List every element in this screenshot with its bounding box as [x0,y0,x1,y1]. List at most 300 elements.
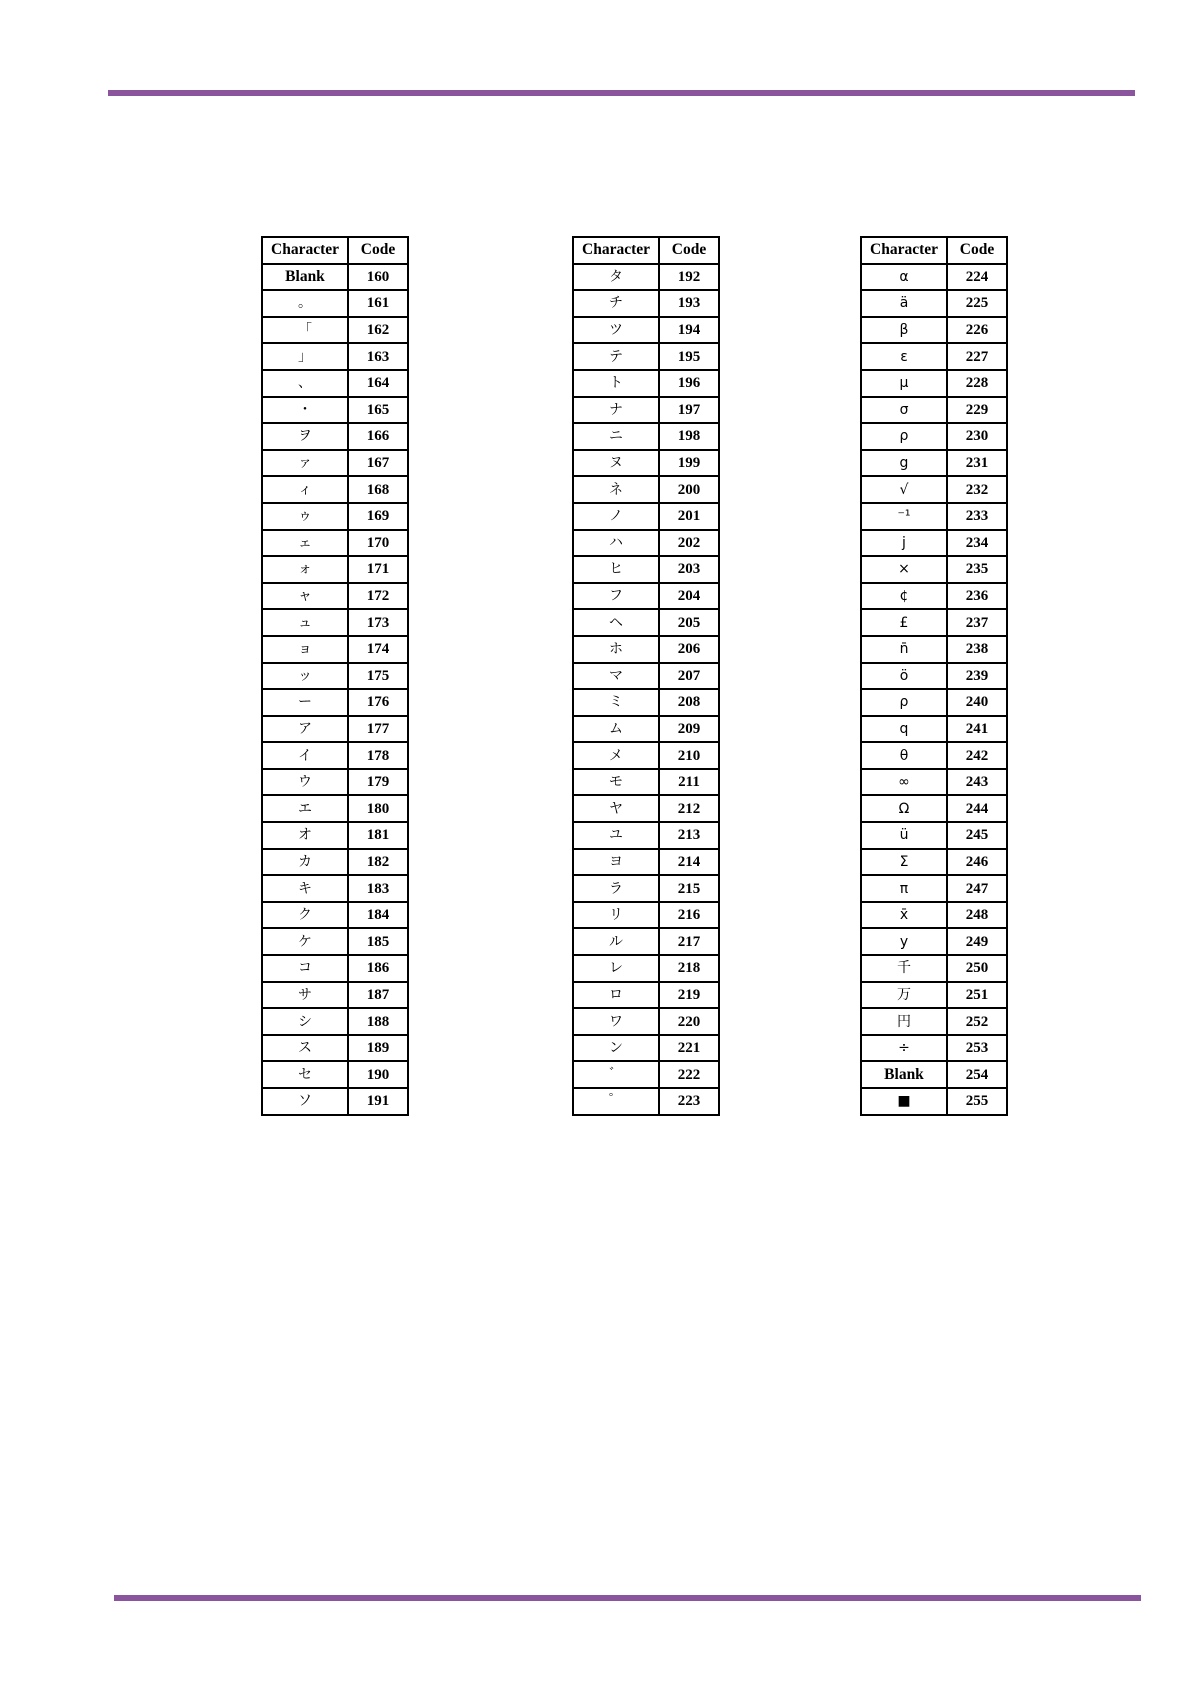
code-cell: 254 [947,1061,1007,1088]
table-row [262,742,408,769]
character-cell: ン [573,1035,659,1062]
code-cell: 234 [947,530,1007,557]
character-cell: タ [573,264,659,291]
table-row [262,1088,408,1115]
table-row [861,370,1007,397]
table-row [262,982,408,1009]
character-cell: ヒ [573,556,659,583]
table-row [861,343,1007,370]
character-cell: カ [262,849,348,876]
character-cell: ウ [262,769,348,796]
code-cell: 236 [947,583,1007,610]
character-cell: ヌ [573,450,659,477]
table-row [573,1008,719,1035]
character-cell: ニ [573,423,659,450]
table-row [861,795,1007,822]
code-column-header: Code [947,237,1007,264]
code-cell: 168 [348,476,408,503]
code-cell: 182 [348,849,408,876]
code-cell: 187 [348,982,408,1009]
code-cell: 247 [947,875,1007,902]
character-column-header: Character [861,237,947,264]
table-row [262,902,408,929]
character-column-header: Character [262,237,348,264]
character-cell: ァ [262,450,348,477]
character-cell: g [861,450,947,477]
code-cell: 207 [659,663,719,690]
code-cell: 222 [659,1061,719,1088]
code-cell: 161 [348,290,408,317]
table-row [573,1088,719,1115]
character-cell: ■ [861,1088,947,1115]
character-cell: π [861,875,947,902]
character-cell: ゛ [573,1061,659,1088]
character-cell: モ [573,769,659,796]
character-cell: ロ [573,982,659,1009]
code-cell: 173 [348,609,408,636]
code-cell: 165 [348,397,408,424]
code-cell: 191 [348,1088,408,1115]
code-cell: 199 [659,450,719,477]
code-column-header: Code [659,237,719,264]
table-row [861,503,1007,530]
character-cell: ワ [573,1008,659,1035]
table-row [262,689,408,716]
code-cell: 229 [947,397,1007,424]
character-cell: ヘ [573,609,659,636]
table-row [262,556,408,583]
table-row [573,982,719,1009]
code-cell: 232 [947,476,1007,503]
table-row [262,663,408,690]
table-row [573,1061,719,1088]
table-row [262,583,408,610]
table-row [573,530,719,557]
table-row [573,450,719,477]
code-cell: 203 [659,556,719,583]
table-row [861,769,1007,796]
code-cell: 190 [348,1061,408,1088]
character-cell: ä [861,290,947,317]
code-cell: 221 [659,1035,719,1062]
character-cell: リ [573,902,659,929]
table-row [262,530,408,557]
table-row [861,290,1007,317]
character-cell: ö [861,663,947,690]
code-cell: 170 [348,530,408,557]
code-cell: 225 [947,290,1007,317]
code-cell: 179 [348,769,408,796]
character-column-header: Character [573,237,659,264]
character-cell: ヨ [573,849,659,876]
code-cell: 227 [947,343,1007,370]
character-cell: ρ [861,423,947,450]
code-cell: 188 [348,1008,408,1035]
code-cell: 175 [348,663,408,690]
table-row [573,343,719,370]
table-row [861,1008,1007,1035]
character-cell: ォ [262,556,348,583]
table-row [861,689,1007,716]
table-header-row [262,237,408,264]
character-cell: ハ [573,530,659,557]
table-row [262,875,408,902]
code-cell: 251 [947,982,1007,1009]
table-row [573,317,719,344]
code-cell: 208 [659,689,719,716]
code-cell: 164 [348,370,408,397]
code-cell: 206 [659,636,719,663]
character-cell: ε [861,343,947,370]
character-cell: ー [262,689,348,716]
code-cell: 171 [348,556,408,583]
character-code-table-3 [860,236,1008,1116]
table-row [861,609,1007,636]
character-cell: √ [861,476,947,503]
code-cell: 163 [348,343,408,370]
character-cell: ∞ [861,769,947,796]
code-cell: 202 [659,530,719,557]
table-row [262,1061,408,1088]
table-row [262,822,408,849]
character-cell: ツ [573,317,659,344]
character-cell: ゥ [262,503,348,530]
code-cell: 230 [947,423,1007,450]
table-header-row [573,237,719,264]
character-cell: ゜ [573,1088,659,1115]
character-cell: ム [573,716,659,743]
character-cell: ュ [262,609,348,636]
code-cell: 201 [659,503,719,530]
code-cell: 162 [348,317,408,344]
character-cell: オ [262,822,348,849]
code-cell: 178 [348,742,408,769]
character-cell: イ [262,742,348,769]
table-header-row [861,237,1007,264]
table-row [262,955,408,982]
code-cell: 220 [659,1008,719,1035]
character-cell: ミ [573,689,659,716]
character-cell: Blank [861,1061,947,1088]
code-cell: 160 [348,264,408,291]
code-cell: 209 [659,716,719,743]
code-cell: 195 [659,343,719,370]
character-cell: ⁻¹ [861,503,947,530]
code-cell: 176 [348,689,408,716]
table-row [573,769,719,796]
character-cell: シ [262,1008,348,1035]
code-cell: 189 [348,1035,408,1062]
code-cell: 197 [659,397,719,424]
table-row [573,742,719,769]
code-cell: 185 [348,928,408,955]
table-row [573,370,719,397]
table-row [262,503,408,530]
table-row [262,716,408,743]
code-cell: 246 [947,849,1007,876]
code-cell: 212 [659,795,719,822]
table-row [861,264,1007,291]
code-cell: 210 [659,742,719,769]
table-row [573,636,719,663]
character-cell: 千 [861,955,947,982]
bottom-divider-rule [114,1595,1141,1601]
table-row [573,609,719,636]
code-cell: 255 [947,1088,1007,1115]
character-cell: テ [573,343,659,370]
table-row [861,902,1007,929]
table-row [262,290,408,317]
table-row [573,875,719,902]
table-row [573,397,719,424]
character-cell: ü [861,822,947,849]
character-cell: ラ [573,875,659,902]
table-row [861,982,1007,1009]
code-column-header: Code [348,237,408,264]
table-row [861,663,1007,690]
code-cell: 214 [659,849,719,876]
code-cell: 183 [348,875,408,902]
table-row [262,343,408,370]
table-row [573,476,719,503]
character-cell: μ [861,370,947,397]
table-row [262,370,408,397]
table-row [573,423,719,450]
character-cell: 円 [861,1008,947,1035]
character-cell: キ [262,875,348,902]
table-row [861,397,1007,424]
table-row [861,530,1007,557]
character-cell: ョ [262,636,348,663]
table-row [861,875,1007,902]
table-row [861,1061,1007,1088]
table-row [262,450,408,477]
code-cell: 239 [947,663,1007,690]
code-cell: 226 [947,317,1007,344]
character-cell: 。 [262,290,348,317]
table-row [861,1035,1007,1062]
table-row [573,583,719,610]
code-cell: 249 [947,928,1007,955]
table-row [573,716,719,743]
table-row [262,1035,408,1062]
code-cell: 166 [348,423,408,450]
character-cell: チ [573,290,659,317]
table-row [573,928,719,955]
code-cell: 218 [659,955,719,982]
code-cell: 241 [947,716,1007,743]
character-cell: ¢ [861,583,947,610]
table-row [861,450,1007,477]
code-cell: 216 [659,902,719,929]
table-row [573,1035,719,1062]
code-cell: 233 [947,503,1007,530]
table-row [262,397,408,424]
code-cell: 238 [947,636,1007,663]
code-cell: 193 [659,290,719,317]
table-row [573,689,719,716]
table-row [262,423,408,450]
table-row [262,769,408,796]
table-row [861,822,1007,849]
code-cell: 204 [659,583,719,610]
code-cell: 196 [659,370,719,397]
table-row [262,476,408,503]
character-cell: ÷ [861,1035,947,1062]
code-cell: 172 [348,583,408,610]
code-cell: 194 [659,317,719,344]
code-cell: 192 [659,264,719,291]
code-cell: 235 [947,556,1007,583]
character-cell: Blank [262,264,348,291]
code-cell: 245 [947,822,1007,849]
character-cell: 「 [262,317,348,344]
character-cell: x̄ [861,902,947,929]
character-cell: y [861,928,947,955]
code-cell: 237 [947,609,1007,636]
character-cell: ナ [573,397,659,424]
character-cell: ス [262,1035,348,1062]
table-row [861,1088,1007,1115]
code-cell: 240 [947,689,1007,716]
code-cell: 174 [348,636,408,663]
character-cell: ホ [573,636,659,663]
character-cell: エ [262,795,348,822]
table-row [861,583,1007,610]
character-code-table-1 [261,236,409,1116]
character-cell: ア [262,716,348,743]
code-cell: 217 [659,928,719,955]
character-cell: j [861,530,947,557]
table-row [861,476,1007,503]
code-cell: 252 [947,1008,1007,1035]
code-cell: 213 [659,822,719,849]
character-cell: Ω [861,795,947,822]
character-cell: θ [861,742,947,769]
table-row [573,556,719,583]
character-cell: 万 [861,982,947,1009]
code-cell: 205 [659,609,719,636]
character-cell: セ [262,1061,348,1088]
character-cell: レ [573,955,659,982]
table-row [861,636,1007,663]
table-row [262,636,408,663]
code-cell: 243 [947,769,1007,796]
character-cell: ッ [262,663,348,690]
character-cell: ケ [262,928,348,955]
character-cell: ネ [573,476,659,503]
code-cell: 219 [659,982,719,1009]
character-cell: 」 [262,343,348,370]
character-cell: ユ [573,822,659,849]
character-cell: ノ [573,503,659,530]
code-cell: 224 [947,264,1007,291]
character-cell: n̄ [861,636,947,663]
table-row [861,716,1007,743]
table-row [262,609,408,636]
table-row [573,795,719,822]
code-cell: 200 [659,476,719,503]
character-cell: ル [573,928,659,955]
table-row [573,822,719,849]
code-cell: 198 [659,423,719,450]
table-row [861,556,1007,583]
code-cell: 223 [659,1088,719,1115]
character-cell: ヤ [573,795,659,822]
character-cell: フ [573,583,659,610]
code-cell: 228 [947,370,1007,397]
character-cell: ェ [262,530,348,557]
character-cell: ト [573,370,659,397]
character-cell: ャ [262,583,348,610]
top-divider-rule [108,90,1135,96]
table-row [262,849,408,876]
table-row [573,503,719,530]
code-cell: 215 [659,875,719,902]
character-cell: メ [573,742,659,769]
table-row [573,849,719,876]
character-cell: ・ [262,397,348,424]
character-cell: ク [262,902,348,929]
table-row [861,955,1007,982]
table-row [861,742,1007,769]
table-row [573,955,719,982]
code-cell: 211 [659,769,719,796]
code-cell: 253 [947,1035,1007,1062]
code-cell: 250 [947,955,1007,982]
character-cell: σ [861,397,947,424]
table-row [262,928,408,955]
code-cell: 167 [348,450,408,477]
code-cell: 177 [348,716,408,743]
character-cell: コ [262,955,348,982]
code-cell: 184 [348,902,408,929]
table-row [861,849,1007,876]
table-row [262,317,408,344]
character-cell: × [861,556,947,583]
character-cell: ィ [262,476,348,503]
character-cell: £ [861,609,947,636]
character-cell: q [861,716,947,743]
code-cell: 186 [348,955,408,982]
table-row [262,1008,408,1035]
character-code-table-2 [572,236,720,1116]
table-row [861,928,1007,955]
code-cell: 244 [947,795,1007,822]
character-cell: 、 [262,370,348,397]
character-cell: α [861,264,947,291]
table-row [861,423,1007,450]
code-cell: 248 [947,902,1007,929]
table-row [573,264,719,291]
table-row [573,290,719,317]
table-row [573,902,719,929]
code-cell: 242 [947,742,1007,769]
code-cell: 181 [348,822,408,849]
character-cell: ソ [262,1088,348,1115]
table-row [262,795,408,822]
character-cell: サ [262,982,348,1009]
character-cell: ρ [861,689,947,716]
table-row [861,317,1007,344]
character-cell: ヲ [262,423,348,450]
character-cell: Σ [861,849,947,876]
table-row [262,264,408,291]
code-cell: 231 [947,450,1007,477]
table-row [573,663,719,690]
character-cell: マ [573,663,659,690]
code-cell: 169 [348,503,408,530]
